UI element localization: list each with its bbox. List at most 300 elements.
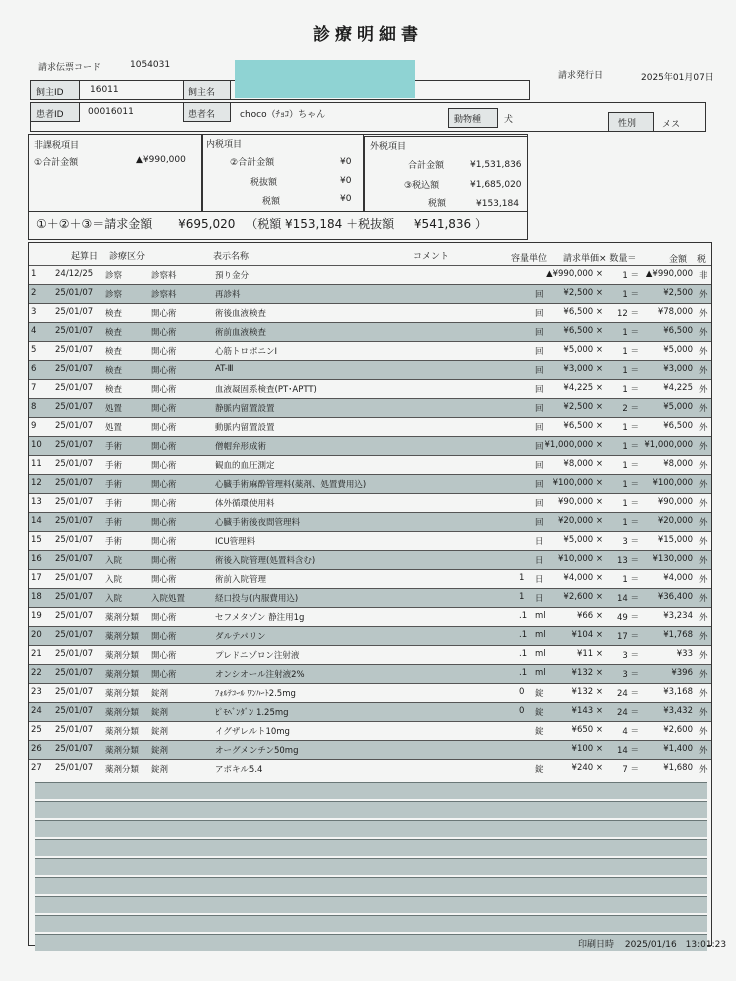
table-row xyxy=(29,322,711,341)
patient-name-label: 患者名 xyxy=(188,110,216,120)
row-number: 11 xyxy=(31,459,42,469)
row-name: 静脈内留置設置 xyxy=(215,404,275,414)
row-subcategory: 錠剤 xyxy=(151,708,169,718)
row-tax: 外 xyxy=(699,518,708,528)
row-category: 薬剤分類 xyxy=(105,651,140,661)
header-comment: コメント xyxy=(413,252,450,262)
intax-total-label: ②合計金額 xyxy=(230,158,275,168)
row-date: 25/01/07 xyxy=(55,326,94,336)
row-volume: 0 xyxy=(519,687,525,697)
intax-excl-label: 税抜額 xyxy=(250,178,278,188)
row-category: 手術 xyxy=(105,499,123,509)
row-category: 薬剤分類 xyxy=(105,708,140,718)
row-number: 23 xyxy=(31,687,42,697)
row-unit: 回 xyxy=(535,347,544,357)
row-category: 薬剤分類 xyxy=(105,765,140,775)
table-row xyxy=(29,512,711,531)
row-name: プレドニゾロン注射液 xyxy=(215,651,300,661)
row-category: 薬剤分類 xyxy=(105,746,140,756)
row-quantity: 3 ＝ xyxy=(622,537,639,547)
row-number: 17 xyxy=(31,573,42,583)
table-row xyxy=(29,702,711,721)
row-quantity: 1 ＝ xyxy=(622,499,639,509)
row-date: 25/01/07 xyxy=(55,763,94,773)
row-unit-price: ¥2,500 × xyxy=(563,288,603,298)
row-category: 診察 xyxy=(105,271,123,281)
row-category: 手術 xyxy=(105,461,123,471)
table-row xyxy=(29,379,711,398)
row-date: 25/01/07 xyxy=(55,364,94,374)
row-date: 25/01/07 xyxy=(55,535,94,545)
row-amount: ¥396 xyxy=(671,668,693,678)
row-volume: .1 xyxy=(519,611,528,621)
row-amount: ¥3,000 xyxy=(663,364,693,374)
row-category: 薬剤分類 xyxy=(105,727,140,737)
row-unit: ml xyxy=(535,611,546,621)
extax-tax: ¥153,184 xyxy=(476,199,519,209)
empty-row xyxy=(35,839,707,856)
row-category: 検査 xyxy=(105,385,123,395)
row-subcategory: 錠剤 xyxy=(151,746,169,756)
row-unit: 回 xyxy=(535,366,544,376)
row-unit-price: ¥4,000 × xyxy=(563,573,603,583)
row-number: 18 xyxy=(31,592,42,602)
table-row xyxy=(29,683,711,702)
row-unit: 日 xyxy=(535,575,544,585)
row-date: 25/01/07 xyxy=(55,706,94,716)
row-unit-price: ¥1,000,000 × xyxy=(544,440,603,450)
row-unit-price: ¥6,500 × xyxy=(563,326,603,336)
row-unit: 日 xyxy=(535,594,544,604)
row-name: イグザレルト10mg xyxy=(215,727,290,737)
row-subcategory: 開心術 xyxy=(151,328,177,338)
row-category: 手術 xyxy=(105,480,123,490)
sex-label: 性別 xyxy=(618,119,637,129)
table-row xyxy=(29,284,711,303)
row-number: 5 xyxy=(31,345,37,355)
row-name: ﾋﾟﾓﾍﾞﾝﾀﾞﾝ 1.25mg xyxy=(215,708,289,718)
row-tax: 非 xyxy=(699,271,708,281)
row-subcategory: 開心術 xyxy=(151,556,177,566)
row-name: オンシオール注射液2% xyxy=(215,670,305,680)
header-name: 表示名称 xyxy=(213,252,250,262)
row-amount: ¥2,600 xyxy=(663,725,693,735)
row-amount: ¥2,500 xyxy=(663,288,693,298)
row-number: 10 xyxy=(31,440,42,450)
row-name: 預り金分 xyxy=(215,271,250,281)
row-unit-price: ¥20,000 × xyxy=(558,516,603,526)
empty-row xyxy=(35,896,707,913)
row-unit-price: ¥66 × xyxy=(576,611,603,621)
header-unit: 容量単位 xyxy=(511,254,548,264)
row-number: 26 xyxy=(31,744,42,754)
row-unit-price: ¥90,000 × xyxy=(558,497,603,507)
row-tax: 外 xyxy=(699,708,708,718)
print-date: 2025/01/16 xyxy=(624,940,677,950)
row-amount: ¥90,000 xyxy=(657,497,693,507)
row-date: 24/12/25 xyxy=(55,269,94,279)
row-unit: 回 xyxy=(535,290,544,300)
row-tax: 外 xyxy=(699,765,708,775)
row-amount: ¥36,400 xyxy=(657,592,693,602)
header-price: 請求単価× 数量＝ xyxy=(563,254,637,264)
row-subcategory: 開心術 xyxy=(151,423,177,433)
row-subcategory: 開心術 xyxy=(151,632,177,642)
table-row xyxy=(29,531,711,550)
row-subcategory: 開心術 xyxy=(151,480,177,490)
row-subcategory: 開心術 xyxy=(151,499,177,509)
row-amount: ¥3,234 xyxy=(663,611,693,621)
row-amount: ¥6,500 xyxy=(663,421,693,431)
row-tax: 外 xyxy=(699,537,708,547)
empty-row xyxy=(35,915,707,932)
row-unit-price: ¥5,000 × xyxy=(563,535,603,545)
row-unit: 錠 xyxy=(535,765,544,775)
row-amount: ¥78,000 xyxy=(657,307,693,317)
row-unit: 回 xyxy=(535,518,544,528)
row-date: 25/01/07 xyxy=(55,630,94,640)
row-unit-price: ¥132 × xyxy=(571,668,603,678)
row-tax: 外 xyxy=(699,727,708,737)
row-unit-price: ¥2,600 × xyxy=(563,592,603,602)
row-unit-price: ¥6,500 × xyxy=(563,307,603,317)
row-date: 25/01/07 xyxy=(55,402,94,412)
row-number: 1 xyxy=(31,269,37,279)
row-unit: ml xyxy=(535,649,546,659)
row-category: 手術 xyxy=(105,518,123,528)
row-amount: ¥130,000 xyxy=(652,554,693,564)
owner-name-redaction xyxy=(235,60,415,98)
table-header xyxy=(29,243,711,265)
row-tax: 外 xyxy=(699,442,708,452)
header-date: 起算日 xyxy=(71,252,99,262)
row-category: 薬剤分類 xyxy=(105,670,140,680)
row-unit: 日 xyxy=(535,537,544,547)
empty-row xyxy=(35,858,707,875)
row-quantity: 2 ＝ xyxy=(622,404,639,414)
row-quantity: 1 ＝ xyxy=(622,423,639,433)
header-tax: 税 xyxy=(697,255,707,265)
row-category: 薬剤分類 xyxy=(105,632,140,642)
extax-incl: ¥1,685,020 xyxy=(470,180,522,190)
row-tax: 外 xyxy=(699,632,708,642)
table-row xyxy=(29,360,711,379)
row-quantity: 1 ＝ xyxy=(622,328,639,338)
table-row xyxy=(29,588,711,607)
row-amount: ¥5,000 xyxy=(663,402,693,412)
row-tax: 外 xyxy=(699,309,708,319)
row-subcategory: 開心術 xyxy=(151,518,177,528)
row-number: 4 xyxy=(31,326,37,336)
row-date: 25/01/07 xyxy=(55,421,94,431)
row-name: オーグメンチン50mg xyxy=(215,746,299,756)
row-date: 25/01/07 xyxy=(55,288,94,298)
row-number: 7 xyxy=(31,383,37,393)
row-tax: 外 xyxy=(699,556,708,566)
row-name: 術後血液検査 xyxy=(215,309,267,319)
table-row xyxy=(29,645,711,664)
row-unit-price: ¥132 × xyxy=(571,687,603,697)
header-category: 診療区分 xyxy=(109,252,146,262)
row-number: 12 xyxy=(31,478,42,488)
row-subcategory: 開心術 xyxy=(151,575,177,585)
row-tax: 外 xyxy=(699,328,708,338)
row-tax: 外 xyxy=(699,594,708,604)
row-unit: 回 xyxy=(535,499,544,509)
table-row xyxy=(29,759,711,778)
row-date: 25/01/07 xyxy=(55,516,94,526)
row-unit: ml xyxy=(535,668,546,678)
row-subcategory: 開心術 xyxy=(151,442,177,452)
row-subcategory: 錠剤 xyxy=(151,765,169,775)
formula-tax: （税額 ¥153,184 ＋税抜額 xyxy=(245,217,395,231)
row-unit: 錠 xyxy=(535,689,544,699)
document-title: 診療明細書 xyxy=(313,25,423,45)
extax-tax-label: 税額 xyxy=(428,199,447,209)
row-tax: 外 xyxy=(699,651,708,661)
row-tax: 外 xyxy=(699,290,708,300)
table-row xyxy=(29,398,711,417)
row-quantity: 17 ＝ xyxy=(616,632,639,642)
row-subcategory: 開心術 xyxy=(151,404,177,414)
row-name: 再診料 xyxy=(215,290,241,300)
row-name: ダルテパリン xyxy=(215,632,266,642)
row-date: 25/01/07 xyxy=(55,307,94,317)
row-number: 19 xyxy=(31,611,42,621)
row-date: 25/01/07 xyxy=(55,573,94,583)
row-unit-price: ¥104 × xyxy=(571,630,603,640)
patient-id-label: 患者ID xyxy=(36,110,64,120)
table-row xyxy=(29,569,711,588)
row-subcategory: 開心術 xyxy=(151,347,177,357)
row-number: 9 xyxy=(31,421,37,431)
row-name: 術後入院管理(処置料含む) xyxy=(215,556,316,566)
extax-incl-label: ③税込額 xyxy=(404,181,440,191)
row-quantity: 1 ＝ xyxy=(622,290,639,300)
intax-excl: ¥0 xyxy=(340,176,352,186)
row-unit-price: ¥100,000 × xyxy=(552,478,603,488)
row-category: 薬剤分類 xyxy=(105,613,140,623)
row-subcategory: 錠剤 xyxy=(151,689,169,699)
row-unit: 回 xyxy=(535,404,544,414)
row-name: ﾌｫﾙﾃｺｰﾙ ﾜﾝﾊｰﾄ2.5mg xyxy=(215,689,296,699)
row-unit-price: ¥100 × xyxy=(571,744,603,754)
row-tax: 外 xyxy=(699,670,708,680)
row-tax: 外 xyxy=(699,461,708,471)
row-unit-price: ¥8,000 × xyxy=(563,459,603,469)
row-quantity: 3 ＝ xyxy=(622,651,639,661)
row-category: 薬剤分類 xyxy=(105,689,140,699)
row-number: 24 xyxy=(31,706,42,716)
table-row xyxy=(29,740,711,759)
table-row xyxy=(29,626,711,645)
row-amount: ¥33 xyxy=(676,649,693,659)
table-row xyxy=(29,436,711,455)
row-quantity: 13 ＝ xyxy=(616,556,639,566)
nontax-total-label: ①合計金額 xyxy=(34,158,79,168)
row-name: 動脈内留置設置 xyxy=(215,423,275,433)
row-tax: 外 xyxy=(699,613,708,623)
row-unit-price: ¥240 × xyxy=(571,763,603,773)
row-quantity: 12 ＝ xyxy=(616,309,639,319)
row-quantity: 14 ＝ xyxy=(616,746,639,756)
row-date: 25/01/07 xyxy=(55,478,94,488)
row-unit: 回 xyxy=(535,423,544,433)
row-volume: .1 xyxy=(519,630,528,640)
empty-row xyxy=(35,801,707,818)
row-category: 処置 xyxy=(105,404,123,414)
row-name: 観血的血圧測定 xyxy=(215,461,275,471)
row-tax: 外 xyxy=(699,746,708,756)
row-volume: 1 xyxy=(519,573,525,583)
row-quantity: 24 ＝ xyxy=(616,708,639,718)
row-category: 手術 xyxy=(105,442,123,452)
row-amount: ▲¥990,000 xyxy=(645,269,693,279)
row-unit-price: ¥11 × xyxy=(576,649,603,659)
row-number: 25 xyxy=(31,725,42,735)
row-category: 検査 xyxy=(105,366,123,376)
row-name: 体外循環使用料 xyxy=(215,499,275,509)
table-row xyxy=(29,664,711,683)
row-name: 心臓手術麻酔管理料(薬剤、処置費用込) xyxy=(215,480,367,490)
row-quantity: 1 ＝ xyxy=(622,442,639,452)
row-date: 25/01/07 xyxy=(55,744,94,754)
row-category: 手術 xyxy=(105,537,123,547)
row-quantity: 14 ＝ xyxy=(616,594,639,604)
row-volume: .1 xyxy=(519,668,528,678)
row-subcategory: 開心術 xyxy=(151,461,177,471)
row-quantity: 1 ＝ xyxy=(622,461,639,471)
row-volume: 1 xyxy=(519,592,525,602)
row-number: 22 xyxy=(31,668,42,678)
row-subcategory: 開心術 xyxy=(151,613,177,623)
table-row xyxy=(29,265,711,284)
row-amount: ¥3,432 xyxy=(663,706,693,716)
row-category: 入院 xyxy=(105,556,123,566)
row-quantity: 1 ＝ xyxy=(622,366,639,376)
row-tax: 外 xyxy=(699,689,708,699)
row-date: 25/01/07 xyxy=(55,497,94,507)
species: 犬 xyxy=(504,115,514,125)
row-date: 25/01/07 xyxy=(55,459,94,469)
row-subcategory: 開心術 xyxy=(151,670,177,680)
row-unit-price: ¥6,500 × xyxy=(563,421,603,431)
row-subcategory: 開心術 xyxy=(151,537,177,547)
empty-row xyxy=(35,877,707,894)
row-date: 25/01/07 xyxy=(55,383,94,393)
row-category: 入院 xyxy=(105,594,123,604)
intax-title: 内税項目 xyxy=(206,140,243,150)
row-subcategory: 開心術 xyxy=(151,385,177,395)
row-amount: ¥8,000 xyxy=(663,459,693,469)
row-number: 21 xyxy=(31,649,42,659)
intax-tax-label: 税額 xyxy=(262,197,281,207)
row-quantity: 1 ＝ xyxy=(622,575,639,585)
row-category: 検査 xyxy=(105,347,123,357)
empty-row xyxy=(35,782,707,799)
row-tax: 外 xyxy=(699,347,708,357)
row-quantity: 1 ＝ xyxy=(622,347,639,357)
invoice-code-label: 請求伝票コード xyxy=(38,63,102,73)
row-amount: ¥3,168 xyxy=(663,687,693,697)
extax-total-label: 合計金額 xyxy=(408,161,445,171)
row-number: 3 xyxy=(31,307,37,317)
row-amount: ¥20,000 xyxy=(657,516,693,526)
billing-formula xyxy=(36,215,493,232)
row-amount: ¥100,000 xyxy=(652,478,693,488)
row-amount: ¥1,400 xyxy=(663,744,693,754)
intax-tax: ¥0 xyxy=(340,194,352,204)
print-label: 印刷日時 xyxy=(578,940,615,950)
patient-id: 00016011 xyxy=(88,107,134,117)
row-unit-price: ¥5,000 × xyxy=(563,345,603,355)
row-tax: 外 xyxy=(699,575,708,585)
row-unit: 回 xyxy=(535,461,544,471)
row-tax: 外 xyxy=(699,366,708,376)
row-amount: ¥6,500 xyxy=(663,326,693,336)
row-unit-price: ▲¥990,000 × xyxy=(546,269,603,279)
detail-table xyxy=(28,242,712,946)
row-amount: ¥4,000 xyxy=(663,573,693,583)
row-number: 20 xyxy=(31,630,42,640)
row-date: 25/01/07 xyxy=(55,725,94,735)
table-row xyxy=(29,550,711,569)
row-volume: 0 xyxy=(519,706,525,716)
row-tax: 外 xyxy=(699,385,708,395)
row-amount: ¥1,768 xyxy=(663,630,693,640)
row-number: 8 xyxy=(31,402,37,412)
row-quantity: 1 ＝ xyxy=(622,480,639,490)
extax-total: ¥1,531,836 xyxy=(470,160,522,170)
formula-label: ①＋②＋③＝請求金額 xyxy=(36,217,153,231)
row-category: 入院 xyxy=(105,575,123,585)
row-tax: 外 xyxy=(699,499,708,509)
row-category: 検査 xyxy=(105,328,123,338)
row-unit-price: ¥10,000 × xyxy=(558,554,603,564)
issue-date: 2025年01月07日 xyxy=(641,73,714,83)
table-row xyxy=(29,474,711,493)
row-amount: ¥4,225 xyxy=(663,383,693,393)
row-quantity: 7 ＝ xyxy=(622,765,639,775)
row-number: 13 xyxy=(31,497,42,507)
header-amount: 金額 xyxy=(669,255,688,265)
row-quantity: 49 ＝ xyxy=(616,613,639,623)
row-unit: 錠 xyxy=(535,727,544,737)
row-number: 15 xyxy=(31,535,42,545)
nontax-total: ▲¥990,000 xyxy=(136,155,186,165)
row-name: 経口投与(内服費用込) xyxy=(215,594,299,604)
row-number: 16 xyxy=(31,554,42,564)
row-subcategory: 開心術 xyxy=(151,309,177,319)
row-name: 血液凝固系検査(PT･APTT) xyxy=(215,385,317,395)
row-number: 6 xyxy=(31,364,37,374)
sex: メス xyxy=(662,120,681,130)
row-amount: ¥1,000,000 xyxy=(644,440,693,450)
row-date: 25/01/07 xyxy=(55,554,94,564)
row-date: 25/01/07 xyxy=(55,611,94,621)
row-name: セフメタゾン 静注用1g xyxy=(215,613,305,623)
row-amount: ¥15,000 xyxy=(657,535,693,545)
table-row xyxy=(29,341,711,360)
owner-name-label: 飼主名 xyxy=(188,88,216,98)
extax-title: 外税項目 xyxy=(370,142,407,152)
row-category: 診察 xyxy=(105,290,123,300)
row-tax: 外 xyxy=(699,404,708,414)
row-name: 僧帽弁形成術 xyxy=(215,442,267,452)
row-subcategory: 錠剤 xyxy=(151,727,169,737)
row-unit: 日 xyxy=(535,556,544,566)
row-date: 25/01/07 xyxy=(55,649,94,659)
